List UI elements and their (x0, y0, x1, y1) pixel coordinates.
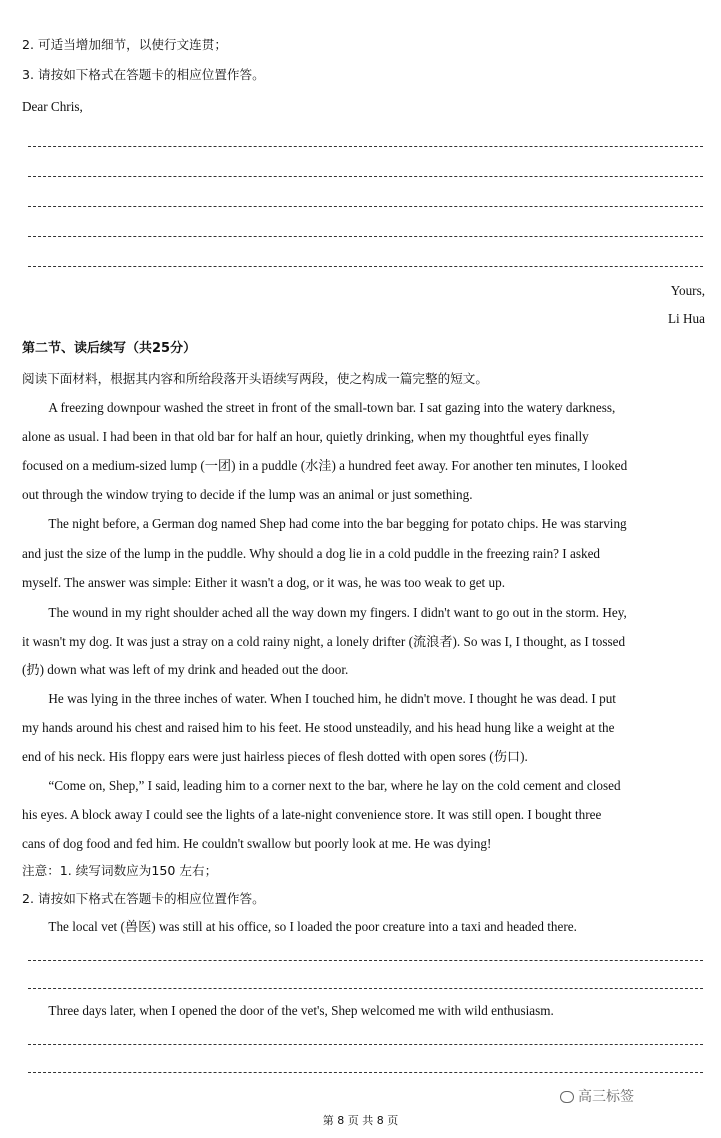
signature: Li Hua (668, 311, 705, 326)
salutation: Dear Chris, (22, 99, 83, 114)
watermark (560, 1086, 634, 1106)
page-footer: 第 8 页 共 8 页 (322, 1114, 399, 1127)
writing-line[interactable] (28, 266, 703, 267)
passage-line: “Come on, Shep,” I said, leading him to a corner next to the bar, where he lay on the cold cement and closed (48, 778, 621, 793)
closing: Yours, (670, 283, 705, 298)
passage-line: alone as usual. I had been in that old bar for half an hour, quietly drinking, when my thoughtful eyes finally (22, 429, 589, 444)
passage-line: and just the size of the lump in the puddle. Why should a dog lie in a cold puddle in the freezing rain? I asked (22, 546, 601, 561)
passage-line: myself. The answer was simple: Either it wasn't a dog, or it was, he was too weak to get up. (22, 575, 506, 590)
writing-line[interactable] (28, 1044, 703, 1045)
writing-line[interactable] (28, 988, 703, 989)
paragraph-1-start: The local vet (兽医) was still at his office, so I loaded the poor creature into a taxi and headed there. (48, 919, 577, 934)
passage-line: out through the window trying to decide if the lump was an animal or just something. (22, 487, 473, 502)
note-format: 2. 请按如下格式在答题卡的相应位置作答。 (22, 891, 265, 906)
note-word-count: 注意：1. 续写词数应为150 左右； (22, 863, 218, 878)
passage-line: cans of dog food and fed him. He couldn't swallow but poorly look at me. He was dying! (22, 836, 492, 851)
passage-line: it wasn't my dog. It was just a stray on a cold rainy night, a lonely drifter (流浪者). So was I, I thought, as I tossed (22, 634, 626, 649)
note-2: 2. 可适当增加细节，以使行文连贯； (22, 37, 227, 52)
passage-line: (扔) down what was left of my drink and headed out the door. (22, 662, 349, 677)
passage-line: end of his neck. His floppy ears were just hairless pieces of flesh dotted with open sores (伤口). (22, 749, 528, 764)
watermark-text: 高三标签 (578, 1089, 634, 1105)
passage-line: focused on a medium-sized lump (一团) in a puddle (水洼) a hundred feet away. For another ten minutes, I looked (22, 458, 628, 473)
writing-line[interactable] (28, 1072, 703, 1073)
passage-line: The wound in my right shoulder ached all the way down my fingers. I didn't want to go out in the storm. Hey, (48, 605, 627, 620)
writing-line[interactable] (28, 236, 703, 237)
paragraph-2-start: Three days later, when I opened the door of the vet's, Shep welcomed me with wild enthusiasm. (48, 1003, 554, 1018)
writing-line[interactable] (28, 176, 703, 177)
passage-line: his eyes. A block away I could see the lights of a late-night convenience store. It was still open. I bought three (22, 807, 602, 822)
writing-line[interactable] (28, 960, 703, 961)
note-3: 3. 请按如下格式在答题卡的相应位置作答。 (22, 67, 265, 82)
passage-line: The night before, a German dog named Shep had come into the bar begging for potato chips. He was starving (48, 516, 627, 531)
passage-line: A freezing downpour washed the street in front of the small-town bar. I sat gazing into the watery darkness, (48, 400, 616, 415)
passage-line: my hands around his chest and raised him to his feet. He stood unsteadily, and his head hung like a weight at the (22, 720, 615, 735)
section-instruction: 阅读下面材料，根据其内容和所给段落开头语续写两段，使之构成一篇完整的短文。 (22, 371, 488, 386)
writing-line[interactable] (28, 206, 703, 207)
wechat-icon (560, 1091, 574, 1103)
writing-line[interactable] (28, 146, 703, 147)
passage-line: He was lying in the three inches of water. When I touched him, he didn't move. I thought he was dead. I put (48, 691, 616, 706)
section-heading: 第二节、读后续写（共25分） (22, 341, 197, 356)
